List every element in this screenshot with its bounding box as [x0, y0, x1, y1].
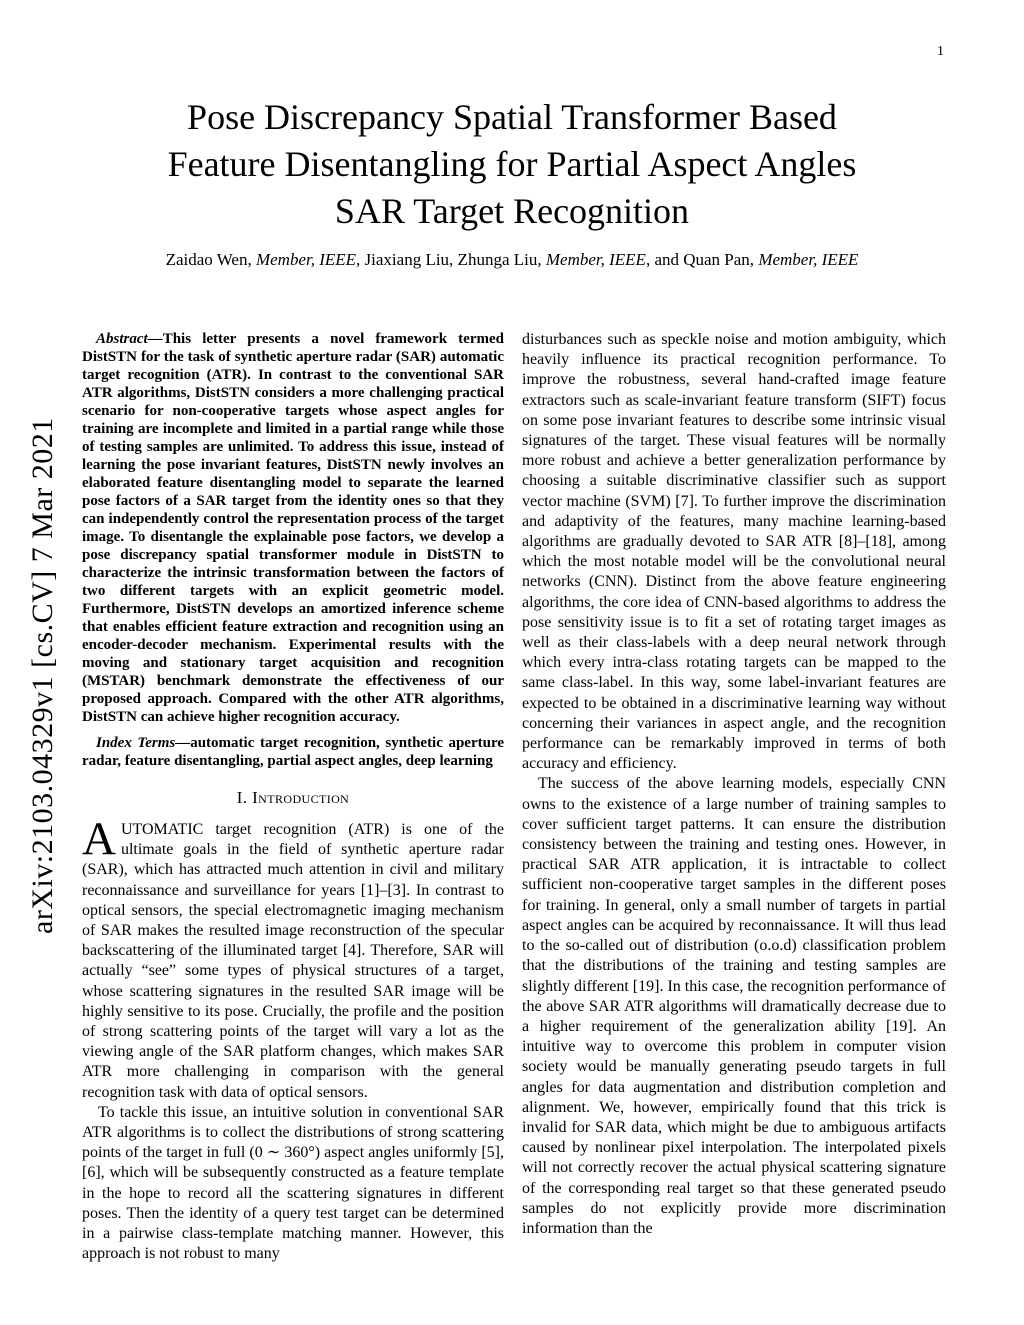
- author-line: [60, 249, 964, 271]
- intro-paragraph-2: To tackle this issue, an intuitive solution in conventional SAR ATR algorithms is to collect the distributions of strong scattering points of the target in full (0 ∼ 360°) aspect angles uniformly [5], [6], which will be subsequently constructed as a feature template in the hope to record all the scattering signatures in different poses. Then the identity of a query test target can be determined in a pairwise class-template matching manner. However, this approach is not robust to many: [82, 1103, 504, 1263]
- intro-paragraph-4: The success of the above learning models, especially CNN owns to the existence of a large number of training samples to cover sufficient target patterns. It can ensure the distribution consistency between the training and testing ones. However, in practical SAR ATR application, it is intractable to collect sufficient non-cooperative target samples in the different poses for training. In general, only a small number of targets in partial aspect angles can be acquired by reconnaissance. It will thus lead to the so-called out of distribution (o.o.d) classification problem that the distributions of the training and testing samples are slightly different [19]. In this case, the recognition performance of the above SAR ATR algorithms will dramatically decrease due to a higher requirement of the generalization ability [19]. An intuitive way to overcome this problem in computer vision society would be manually generating pseudo targets in full angles for data augmentation and distribution completion and alignment. We, however, empirically found that this trick is invalid for SAR data, which might be due to ambiguous artifacts caused by nonlinear pixel interpolation. The interpolated pixels will not correctly recover the actual physical scattering signature of the corresponding real target so that these generated pseudo samples do not explicitly provide more discrimination information than the: [522, 775, 947, 1237]
- intro-paragraph-1-lead: UTOMATIC: [120, 821, 204, 838]
- author-affiliation-segment: Member, IEEE: [545, 250, 646, 269]
- abstract-text: This letter presents a novel framework termed DistSTN for the task of synthetic aperture radar (SAR) automatic target recognition (ATR). In contrast to the conventional SAR ATR algorithms, DistSTN considers a more challenging practical scenario for non-cooperative targets whose aspect angles for training are incomplete and limited in a partial range while those of testing samples are unlimited. To address this issue, instead of learning the pose invariant features, DistSTN newly involves an elaborated feature disentangling model to separate the learned pose factors of a SAR target from the identity ones so that they can independently control the representation process of the target image. To disentangle the explainable pose factors, we develop a pose discrepancy spatial transformer module in DistSTN to characterize the intrinsic transformation between the factors of two different targets with an explicit geometric model. Furthermore, DistSTN develops an amortized inference scheme that enables efficient feature extraction and recognition using an encoder-decoder mechanism. Experimental results with the moving and stationary target acquisition and recognition (MSTAR) benchmark demonstrate the effectiveness of our proposed approach. Compared with the other ATR algorithms, DistSTN can achieve higher recognition accuracy.: [82, 331, 504, 725]
- title-line-3: SAR Target Recognition: [334, 191, 690, 231]
- author-affiliation-segment: Member, IEEE: [758, 250, 859, 269]
- dropcap-letter: A: [82, 813, 116, 865]
- paper-title: [60, 94, 964, 235]
- left-column: [82, 330, 504, 1264]
- paper-header: [60, 94, 964, 271]
- intro-paragraph-1-text: target recognition (ATR) is one of the ultimate goals in the field of synthetic aperture radar (SAR), which has attracted much attention in civil and military reconnaissance and surveillance for years [1]–[3]. In contrast to optical sensors, the special electromagnetic imaging mechanism of SAR makes the resulted image reconstruction of the specular backscattering of the illuminated target [4]. Therefore, SAR will actually “see” some types of physical structures of a target, whose scattering signatures in the resulted SAR image will be highly sensitive to its pose. Crucially, the profile and the position of strong scattering points of the target will vary a lot as the viewing angle of the SAR platform changes, which makes SAR ATR more challenging in comparison with the general recognition task with data of optical sensors.: [82, 821, 504, 1101]
- abstract-label: Abstract—: [96, 331, 163, 347]
- intro-paragraph-1: [82, 813, 504, 1103]
- author-affiliation-segment: Member, IEEE: [255, 250, 357, 269]
- title-line-1: Pose Discrepancy Spatial Transformer Based: [187, 97, 837, 137]
- index-terms-text: automatic target recognition, synthetic aperture radar, feature disentangling, partial aspect angles, deep learning: [82, 735, 505, 769]
- abstract-paragraph: [82, 330, 504, 726]
- author-segment: , and Quan Pan,: [645, 250, 759, 269]
- section-heading-introduction: I. Introduction: [236, 788, 350, 807]
- right-column: [522, 330, 946, 1239]
- author-segment: , Jiaxiang Liu, Zhunga Liu,: [356, 250, 546, 269]
- intro-paragraph-3: disturbances such as speckle noise and motion ambiguity, which heavily influence its practical recognition performance. To improve the robustness, several hand-crafted image feature extractors such as scale-invariant feature transform (SIFT) focus on some pose invariant features to describe some intrinsic visual signatures of the target. These visual features will be normally more robust and achieve a better generalization performance by choosing a suitable discriminative classifier such as support vector machine (SVM) [7]. To further improve the discrimination and adaptivity of the features, many machine learning-based algorithms are gradually devoted to SAR ATR [8]–[18], among which the most notable model will be the convolutional neural networks (CNN). Distinct from the above feature engineering algorithms, the core idea of CNN-based algorithms to address the pose sensitivity issue is to fit a set of rotating target images as well as their class-labels with a deep neural network through which every intra-class rotating targets can be mapped to the same class-label. In this way, some label-invariant features are expected to be obtained in a discriminative learning way without concerning their variances in aspect angle, and the recognition performance can be remarkably improved in terms of both accuracy and efficiency.: [522, 331, 946, 773]
- index-terms-label: Index Terms—: [96, 735, 191, 751]
- index-terms-paragraph: [82, 734, 504, 770]
- page-number: 1: [937, 44, 944, 59]
- author-segment: Zaidao Wen,: [165, 250, 256, 269]
- title-line-2: Feature Disentangling for Partial Aspect Angles: [167, 144, 857, 184]
- arxiv-watermark: arXiv:2103.04329v1 [cs.CV] 7 Mar 2021: [26, 417, 59, 934]
